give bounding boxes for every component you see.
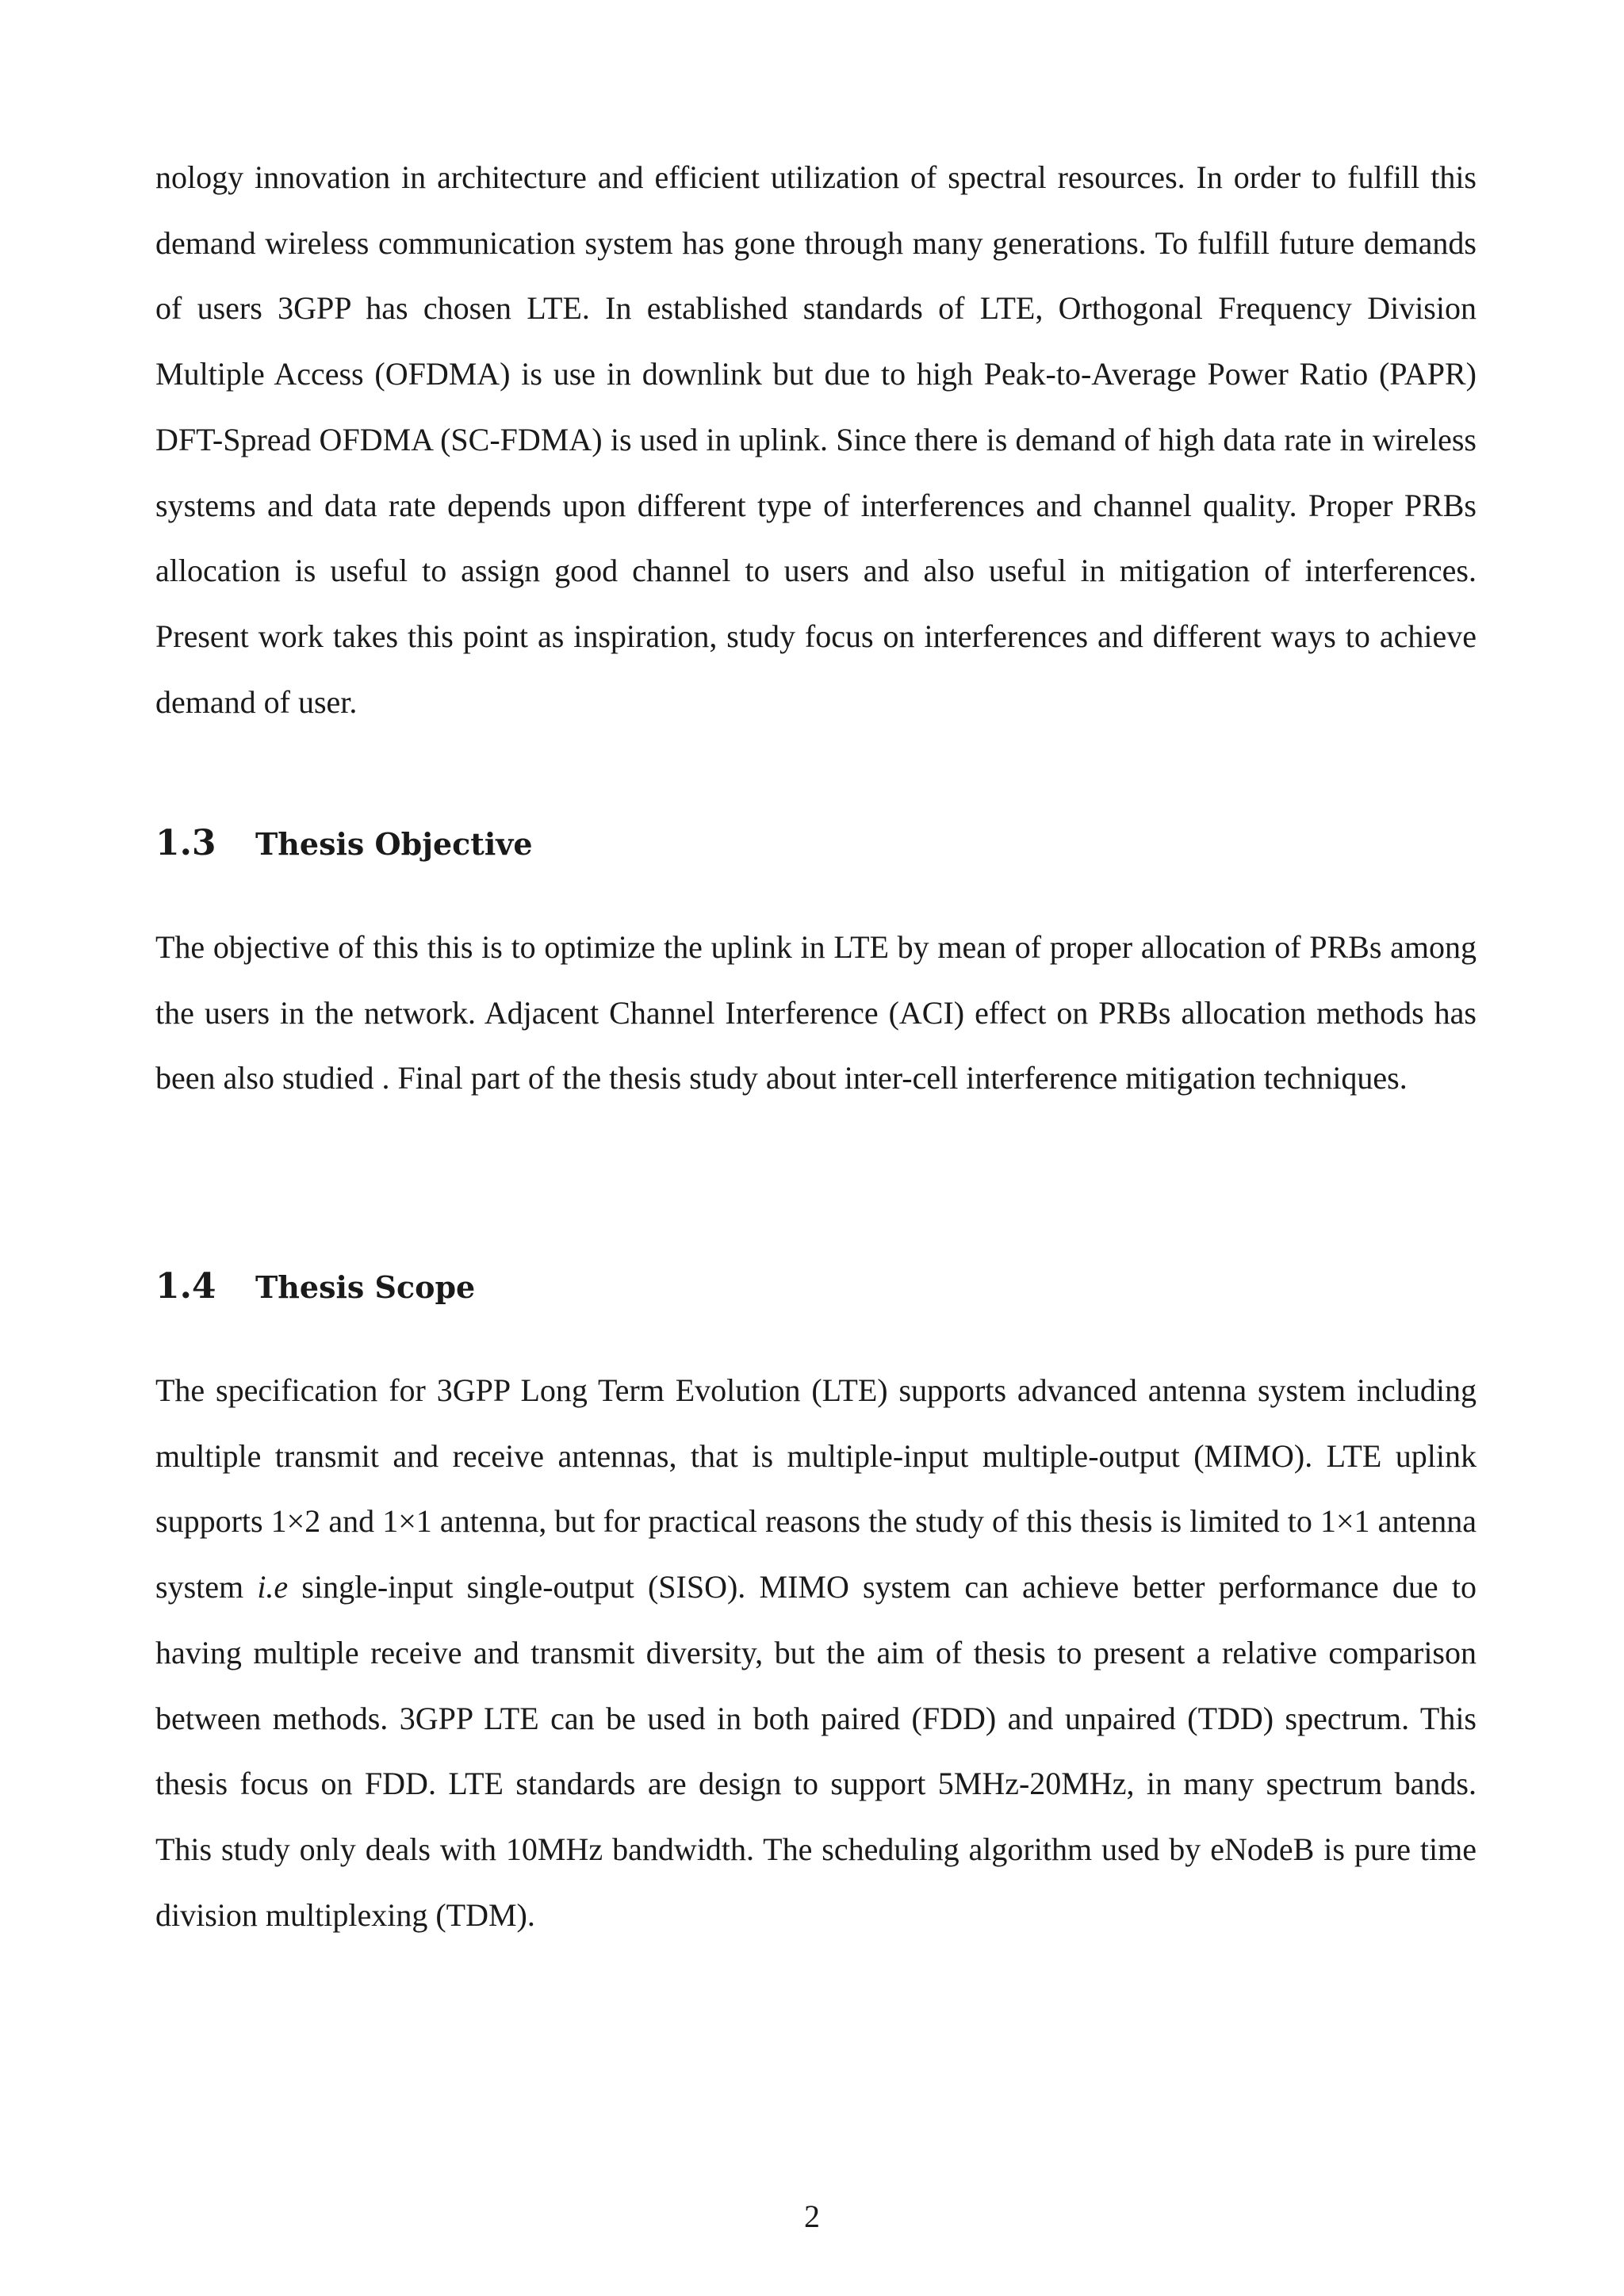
- section-heading-objective: [155, 823, 533, 863]
- section-number: 1.3: [155, 823, 216, 863]
- scope-text-part-2: single-input single-output (SISO). MIMO system can achieve better performance due to having multiple receive and transmit diversity, but the aim of thesis to present a relative comparison between methods. 3GPP LTE can be used in both paired (FDD) and unpaired (TDD) spectrum. This thesis focus on FDD. LTE standards are design to support 5MHz-20MHz, in many spectrum bands. This study only deals with 10MHz bandwidth. The scheduling algorithm used by eNodeB is pure time division multiplexing (TDM).: [155, 1569, 1477, 1933]
- section-number: 1.4: [155, 1266, 216, 1307]
- document-page: [155, 0, 1477, 2296]
- scope-text-part-1: The specification for 3GPP Long Term Evolution (LTE) supports advanced antenna system including multiple transmit and receive antennas, that is multiple-input multiple-output (MIMO). LTE uplink supports 1×2 and 1×1 antenna, but for practical reasons the study of this thesis is limited to 1×1 antenna system: [155, 1372, 1477, 1605]
- scope-paragraph: [155, 1358, 1477, 1948]
- scope-text-italic: i.e: [257, 1569, 289, 1605]
- section-title: Thesis Objective: [255, 826, 533, 862]
- objective-paragraph: The objective of this this is to optimize the uplink in LTE by mean of proper allocation of PRBs among the users in the network. Adjacent Channel Interference (ACI) effect on PRBs allocation methods has been also studied . Final part of the thesis study about inter-cell interference mitigation techniques.: [155, 929, 1477, 1096]
- section-title: Thesis Scope: [255, 1269, 476, 1305]
- intro-paragraph: nology innovation in architecture and efficient utilization of spectral resources. In order to fulfill this demand wireless communication system has gone through many generations. To fulfill future demands of users 3GPP has chosen LTE. In established standards of LTE, Orthogonal Frequency Division Multiple Access (OFDMA) is use in downlink but due to high Peak-to-Average Power Ratio (PAPR) DFT-Spread OFDMA (SC-FDMA) is used in uplink. Since there is demand of high data rate in wireless systems and data rate depends upon different type of interferences and channel quality. Proper PRBs allocation is useful to assign good channel to users and also useful in mitigation of interferences. Present work takes this point as inspiration, study focus on interferences and different ways to achieve demand of user.: [155, 159, 1477, 720]
- page-number: 2: [804, 2198, 820, 2234]
- section-heading-scope: [155, 1266, 475, 1307]
